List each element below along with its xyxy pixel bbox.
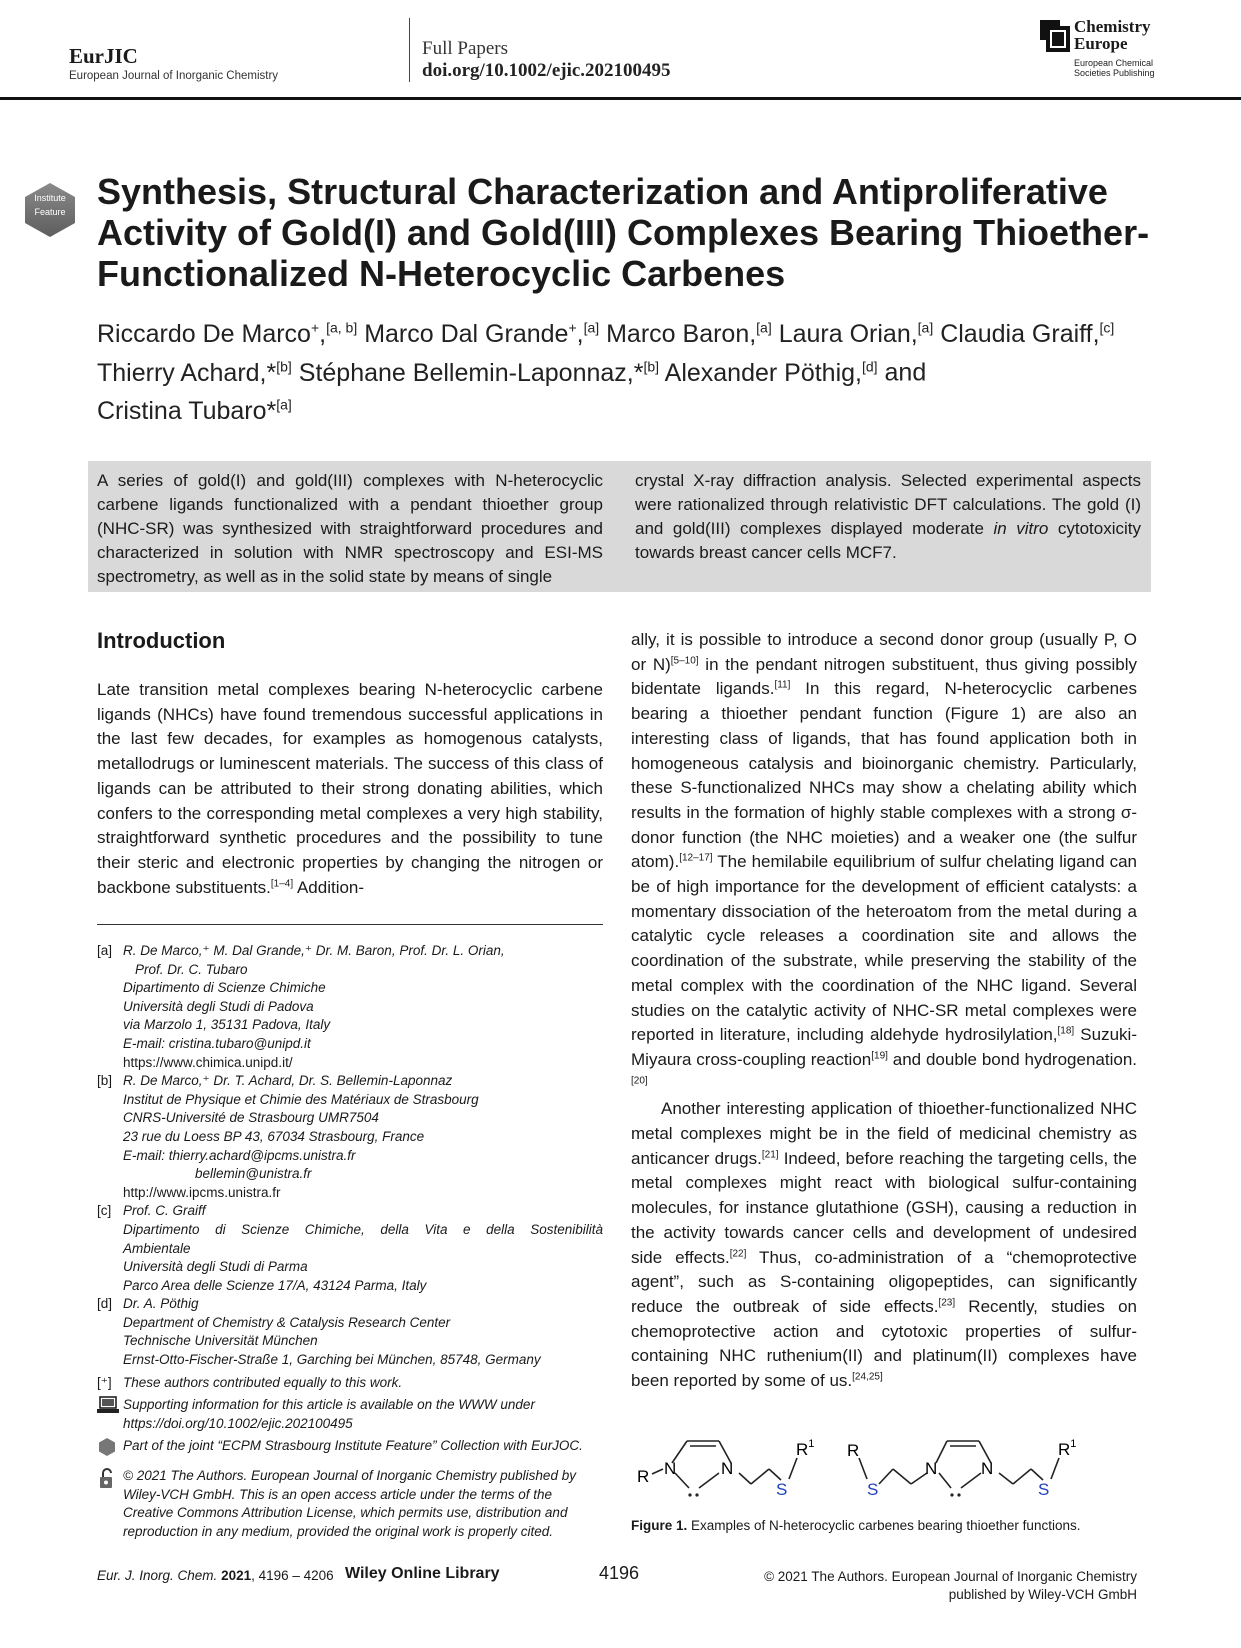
atom-r1-letter: R (1058, 1440, 1071, 1459)
nhc-thioether-structure-2 (859, 1441, 1059, 1488)
citation-ref[interactable]: [18] (1057, 1025, 1075, 1037)
atom-n: N (664, 1459, 677, 1478)
logo-sub-line2: Societies Publishing (1074, 68, 1155, 78)
author-name: Alexander Pöthig, (664, 358, 862, 387)
affiliations-block (97, 942, 603, 1541)
intro-right-column (631, 628, 1137, 1394)
author-separator: , (576, 320, 584, 349)
lone-pair-dot (688, 1493, 691, 1496)
author-affiliation-ref: [b] (643, 358, 660, 375)
page-number: 4196 (599, 1563, 640, 1583)
text-run: Recently, studies on chemoprotective action and cytotoxic properties of sulfur-containing NHC ruthenium(II) and platinum(II) complexes have been reported by some of us. (631, 1296, 1138, 1391)
atom-n: N (721, 1459, 734, 1478)
license-note (97, 1467, 603, 1541)
author (97, 397, 292, 425)
citation-ref[interactable]: [11] (774, 679, 791, 691)
intro-left-tail: Addition- (293, 877, 365, 897)
author-name: Laura Orian, (778, 320, 918, 349)
affiliation-line: R. De Marco,⁺ M. Dal Grande,⁺ Dr. M. Baron, Prof. Dr. L. Orian, (123, 943, 505, 958)
citation-ref[interactable]: [24,25] (852, 1371, 883, 1383)
journal-abbreviation: EurJIC (69, 44, 138, 68)
affiliation-line: Università degli Studi di Parma (123, 1259, 308, 1275)
text-run: Suzuki-Miyaura cross-coupling reaction (631, 1025, 1137, 1069)
atom-r1-superscript: 1 (1070, 1438, 1077, 1450)
atom-s: S (776, 1480, 788, 1499)
atom-r: R (847, 1441, 860, 1460)
author (606, 320, 772, 348)
citation-ref[interactable]: [21] (761, 1149, 779, 1161)
affiliation-b (97, 1072, 603, 1202)
author-separator: , (319, 320, 327, 349)
supporting-info-note (97, 1396, 603, 1433)
citation-ref[interactable]: [22] (729, 1247, 747, 1259)
affiliation-line: Dr. A. Pöthig (123, 1296, 199, 1312)
citation-ref[interactable]: [5–10] (670, 655, 699, 667)
affiliation-contact[interactable]: bellemin@unistra.fr (195, 1166, 312, 1182)
text-run: In this regard, N-heterocyclic carbenes bearing a thioether pendant function (Figure 1) are also an interesting class of ligands, that has found application both in homogeneous catalysis and bioinorganic chemistry. Particularly, these S-functionalized NHCs may show a chelating ability which results in the formation of highly stable complexes with a strong σ-donor function (the NHC moieties) and a weaker one (the sulfur atom). (631, 679, 1137, 872)
article-title: Synthesis, Structural Characterization and Antiproliferative Activity of Gold(I) and Gold(III) Complexes Bearing Thioether-Functionalized N-Heterocyclic Carbenes (97, 171, 1150, 294)
atom-r: R (637, 1467, 650, 1486)
atom-n: N (981, 1459, 994, 1478)
affiliation-line: Ambientale (123, 1240, 191, 1256)
citation-ref[interactable]: [12–17] (679, 852, 713, 864)
affiliation-tag: [c] (97, 1203, 112, 1219)
equal-contribution-text: These authors contributed equally to this work. (123, 1374, 403, 1390)
affiliation-line: via Marzolo 1, 35131 Padova, Italy (123, 1017, 331, 1033)
chemistry-europe-logo[interactable] (1040, 18, 1170, 82)
affiliation-tag: [d] (97, 1296, 113, 1312)
affiliation-line: Prof. C. Graiff (123, 1203, 206, 1219)
supporting-info-text[interactable]: Supporting information for this article is available on the WWW under https://doi.org/10.1002/ejic.202100495 (123, 1397, 535, 1431)
intro-paragraph-1 (631, 628, 1137, 1097)
footer-pages: , 4196 – 4206 (251, 1568, 334, 1583)
institute-feature-mini-badge-icon (97, 1437, 123, 1463)
institute-feature-badge (22, 182, 78, 238)
logo-name (1074, 18, 1150, 52)
affiliation-line: Università degli Studi di Padova (123, 998, 314, 1014)
atom-r1 (1058, 1438, 1076, 1459)
author-affiliation-ref: [a] (583, 320, 600, 336)
lone-pair-dot (950, 1493, 953, 1496)
author-name: Stéphane Bellemin-Laponnaz,* (298, 358, 644, 387)
header-rule (0, 97, 1241, 100)
abstract-left: A series of gold(I) and gold(III) complexes with N-heterocyclic carbene ligands functionalized with a pendant thioether group (NHC-SR) was synthesized with straightforward procedures and characterized in solution with NMR spectroscopy and ESI-MS spectrometry, as well as in the solid state by means of single (97, 471, 603, 586)
atom-n: N (925, 1459, 938, 1478)
atom-s: S (1038, 1480, 1050, 1499)
footer-copyright-line1: © 2021 The Authors. European Journal of Inorganic Chemistry (764, 1569, 1137, 1584)
author (97, 320, 357, 348)
author-affiliation-ref: [a] (917, 320, 934, 336)
open-access-icon (97, 1467, 123, 1541)
affiliation-c (97, 1202, 603, 1295)
affiliation-line: Department of Chemistry & Catalysis Research Center (123, 1314, 451, 1330)
logo-name-line1: Chemistry (1074, 17, 1151, 36)
laptop-icon (97, 1396, 123, 1433)
atom-r1 (796, 1438, 814, 1459)
affiliation-line: Institut de Physique et Chimie des Matériaux de Strasbourg (123, 1091, 479, 1107)
wiley-online-library-link[interactable]: Wiley Online Library (345, 1565, 500, 1582)
intro-paragraph-2 (631, 1097, 1137, 1393)
affiliation-contact[interactable]: https://www.chimica.unipd.it/ (123, 1054, 293, 1070)
author (940, 320, 1114, 348)
abstract-right (635, 469, 1141, 565)
affiliation-tag: [b] (97, 1073, 113, 1089)
affiliation-contact[interactable]: E-mail: thierry.achard@ipcms.unistra.fr (123, 1147, 356, 1163)
affiliation-lines (123, 942, 603, 1072)
text-run: The hemilabile equilibrium of sulfur chelating ligand can be of high importance for the development of efficient catalysts: a momentary dissociation of the heteroatom from the metal during a catalytic cycle releases a coordination site and allows the coordination of the substrate, while preserving the stability of the metal complex with the coordination of the NHC ligand. Several studies on the catalytic activity of NHC-SR metal complexes were reported in literature, including aldehyde hydrosilylation, (631, 852, 1137, 1045)
citation-ref[interactable]: [19] (871, 1050, 888, 1062)
author-name: Marco Baron, (606, 320, 757, 349)
footer-journal: Eur. J. Inorg. Chem. (97, 1568, 218, 1583)
atom-r1-superscript: 1 (808, 1438, 815, 1450)
affiliation-line: Ernst-Otto-Fischer-Straße 1, Garching bei München, 85748, Germany (123, 1352, 541, 1368)
affiliation-line: Technische Universität München (123, 1333, 318, 1349)
figure-caption-text: Examples of N-heterocyclic carbenes bearing thioether functions. (687, 1518, 1081, 1533)
author-name: Cristina Tubaro* (97, 396, 277, 425)
equal-contribution-note (97, 1374, 603, 1393)
footer-copyright (740, 1568, 1137, 1603)
abstract-right-b: cytotoxicity towards breast cancer cells MCF7. (635, 519, 1142, 562)
affiliation-contact[interactable]: E-mail: cristina.tubaro@unipd.it (123, 1035, 311, 1051)
footer-citation (97, 1568, 334, 1583)
figure-label: Figure 1. (631, 1518, 688, 1533)
logo-sub-line1: European Chemical (1074, 58, 1154, 68)
author-affiliation-ref: [a] (756, 320, 772, 336)
affiliation-lines (123, 1295, 603, 1369)
footnote-rule (97, 924, 603, 925)
affiliation-line: R. De Marco,⁺ Dr. T. Achard, Dr. S. Bellemin-Laponnaz (123, 1073, 453, 1089)
author-affiliation-ref: [b] (276, 358, 292, 375)
author (299, 359, 659, 387)
author-affiliation-ref: [c] (1099, 320, 1115, 336)
article-type: Full Papers (422, 38, 509, 59)
affiliation-line: Prof. Dr. C. Tubaro (135, 961, 248, 977)
citation-ref[interactable]: [20] (631, 1075, 648, 1086)
author-equal-mark: + (568, 320, 577, 336)
section-heading-introduction: Introduction (97, 628, 226, 653)
citation-ref[interactable]: [23] (938, 1297, 956, 1309)
citation-ref[interactable]: [1–4] (270, 877, 294, 889)
collection-note (97, 1437, 603, 1463)
chemistry-europe-logo-icon (1040, 20, 1070, 52)
text-run: in the pendant nitrogen substituent, thus giving possibly bidentate ligands. (631, 654, 1137, 699)
text-run: Another interesting application of thioether-functionalized NHC metal complexes might be in the field of medicinal chemistry as anticancer drugs. (631, 1099, 1137, 1168)
affiliation-line: CNRS-Université de Strasbourg UMR7504 (123, 1110, 379, 1126)
author (97, 359, 292, 387)
atom-s: S (867, 1480, 879, 1499)
abstract-right-a: crystal X-ray diffraction analysis. Selected experimental aspects were rationalized through relativistic DFT calculations. The gold (I) and gold(III) complexes displayed moderate (635, 471, 1141, 538)
affiliation-d (97, 1295, 603, 1369)
footer-copyright-line2: published by Wiley-VCH GmbH (948, 1586, 1137, 1602)
affiliation-tag: [a] (97, 943, 113, 958)
figure-1-caption (631, 1518, 1151, 1533)
affiliation-lines (123, 1202, 603, 1295)
author-and: and (884, 358, 927, 387)
badge-line2: Feature (34, 207, 66, 217)
atom-r1-letter: R (796, 1440, 809, 1459)
equal-contribution-tag: [⁺] (97, 1374, 112, 1390)
author-name: Claudia Graiff, (940, 320, 1100, 349)
badge-line1: Institute (34, 193, 66, 203)
author-affiliation-ref: [a] (276, 396, 292, 413)
author-name: Thierry Achard,* (97, 358, 277, 387)
logo-name-line2: Europe (1074, 34, 1128, 53)
lone-pair-dot (695, 1493, 698, 1496)
intro-left-text: Late transition metal complexes bearing N-heterocyclic carbene ligands (NHCs) have found tremendous successful applications in the last few decades, for examples as homogenous catalysts, metallodrugs or luminescent materials. The success of this class of ligands can be attributed to their strong donating abilities, which confers to the corresponding metal complexes a very high stability, straightforward synthetic procedures and the possibility to tune their steric and electronic properties by changing the nitrogen or backbone substituents. (97, 680, 603, 897)
affiliation-contact[interactable]: http://www.ipcms.unistra.fr (123, 1184, 281, 1200)
text-run: Thus, co-administration of a “chemoprotective agent”, such as S-containing oligopeptides, can significantly reduce the outbreak of side effects. (631, 1247, 1138, 1316)
author-affiliation-ref: [d] (862, 358, 878, 375)
collection-text: Part of the joint “ECPM Strasbourg Institute Feature” Collection with EurJOC. (123, 1438, 583, 1454)
affiliation-list (97, 942, 603, 1370)
lone-pair-dot (957, 1493, 960, 1496)
intro-left-column (97, 678, 603, 900)
affiliation-line: Dipartimento di Scienze Chimiche (123, 980, 326, 996)
text-run: ally, it is possible to introduce a second donor group (usually P, O or N) (631, 630, 1137, 674)
author (779, 320, 934, 348)
author (665, 359, 878, 387)
affiliation-line: Parco Area delle Scienze 17/A, 43124 Parma, Italy (123, 1277, 427, 1293)
journal-full-name: European Journal of Inorganic Chemistry (69, 70, 279, 82)
affiliation-line: 23 rue du Loess BP 43, 67034 Strasbourg, France (123, 1128, 425, 1144)
affiliation-lines (123, 1072, 603, 1202)
abstract-box (88, 461, 1151, 592)
author-equal-mark: + (310, 320, 320, 336)
doi-link[interactable]: doi.org/10.1002/ejic.202100495 (422, 60, 671, 81)
header-divider (409, 18, 410, 82)
text-run: and double bond hydrogenation. (887, 1049, 1137, 1069)
author-name: Riccardo De Marco (97, 320, 311, 349)
author (364, 320, 599, 348)
author-list (97, 312, 1157, 427)
license-text: © 2021 The Authors. European Journal of Inorganic Chemistry published by Wiley-VCH GmbH. This is an open access article under the terms of the Creative Commons Attribution License, which permits use, distribution and reproduction in any medium, provided the original work is properly cited. (123, 1468, 576, 1539)
figure-1-structures (631, 1422, 1137, 1512)
logo-subtitle (1074, 58, 1155, 78)
affiliation-line: Dipartimento di Scienze Chimiche, della Vita e della Sostenibilità (123, 1221, 603, 1237)
author-affiliation-ref: [a, b] (326, 320, 358, 336)
text-run: Indeed, before reaching the targeting cells, the metal complexes might react with biological sulfur-containing molecules, for instance glutathione (GSH), causing a reduction in the activity towards cancer cells and development of undesired side effects. (631, 1148, 1137, 1267)
footer-year: 2021 (221, 1568, 252, 1583)
abstract-right-em: in vitro (993, 519, 1049, 538)
author-name: Marco Dal Grande (364, 320, 569, 349)
affiliation-a (97, 942, 603, 1072)
